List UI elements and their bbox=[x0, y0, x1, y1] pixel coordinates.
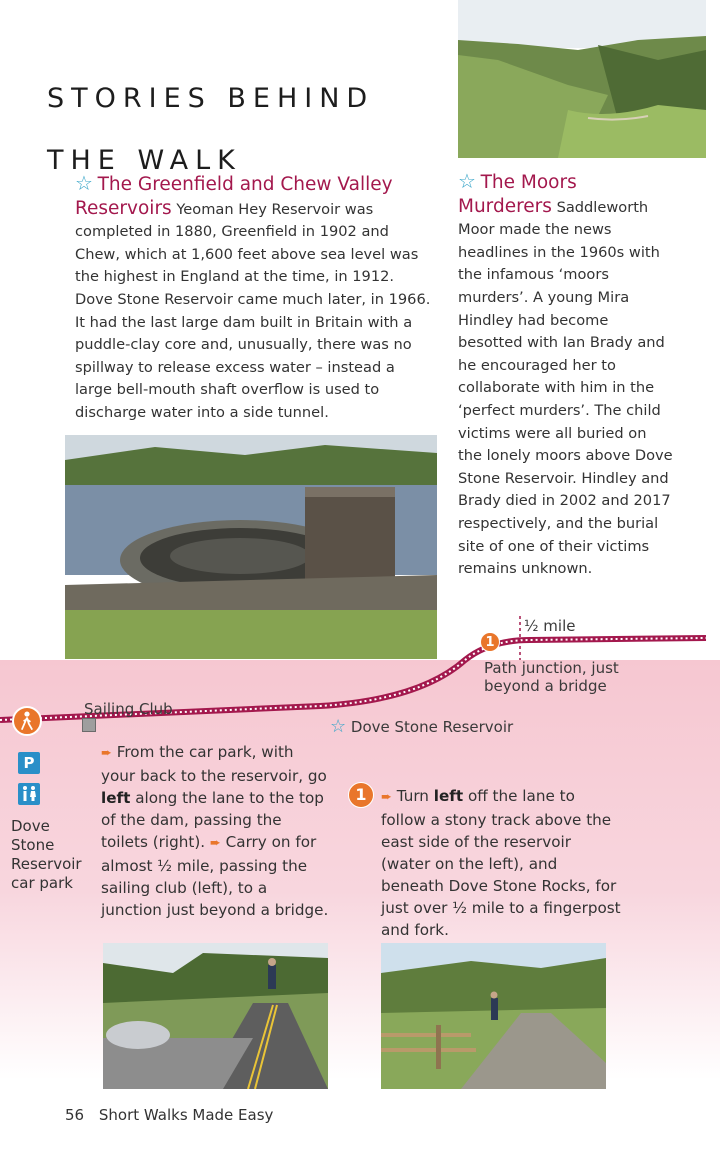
star-icon: ☆ bbox=[330, 716, 347, 737]
start-label-line: Stone bbox=[11, 836, 55, 854]
arrow-right-icon: ➨ bbox=[209, 836, 221, 851]
start-label-line: Reservoir bbox=[11, 855, 82, 873]
start-location-label bbox=[11, 817, 82, 893]
star-icon: ☆ bbox=[458, 169, 476, 193]
instruction-step-start bbox=[101, 741, 331, 921]
story-reservoirs bbox=[75, 172, 435, 425]
instruction-direction: left bbox=[433, 787, 464, 805]
arrow-right-icon: ➨ bbox=[101, 746, 112, 761]
waypoint-1-marker: 1 bbox=[480, 632, 500, 652]
instruction-text: off the lane to follow a stony track above the east side of the reservoir (water on the left), and beneath Dove Stone Rocks, for just over ½ mile to a fingerpost and fork. bbox=[381, 787, 621, 939]
headline-line-1: STORIES BEHIND bbox=[47, 83, 375, 114]
star-icon: ☆ bbox=[75, 171, 93, 195]
instruction-step-1 bbox=[381, 785, 621, 941]
arrow-right-icon: ➨ bbox=[381, 790, 392, 805]
lane-walker-photo bbox=[103, 943, 328, 1089]
instruction-text: along the lane to the top of the dam, passing the toilets (right). bbox=[101, 789, 324, 851]
feature-label: Dove Stone Reservoir bbox=[350, 718, 514, 736]
step-1-marker: 1 bbox=[348, 782, 374, 808]
instruction-direction: left bbox=[101, 789, 131, 807]
story-moors-murderers bbox=[458, 170, 674, 581]
dove-stone-feature bbox=[330, 718, 513, 736]
story-body: Yeoman Hey Reservoir was completed in 1880, Greenfield in 1902 and Chew, which at 1,600 feet above sea level was the highest in England at the time, in 1912. Dove Stone Reservoir came much later, in 1966. It had the last large dam built in Britain with a puddle-clay core and, unusually, there was no spillway to release excess water – instead a large bell-mouth shaft overflow is used to discharge water into a side tunnel. bbox=[75, 200, 431, 421]
parking-icon: P bbox=[18, 752, 40, 774]
distance-label: ½ mile bbox=[524, 617, 576, 635]
page-footer bbox=[65, 1106, 273, 1124]
story-body: Saddleworth Moor made the news headlines in the 1960s with the infamous ‘moors murders’. A young Mira Hindley had become besotted with Ian Brady and he encouraged her to collaborate with him in the ‘perfect murders’. The child victims were all buried on the lonely moors above Dove Stone Reservoir. Hindley and Brady died in 2002 and 2017 respectively, and the burial site of one of their victims remains unknown. bbox=[458, 198, 673, 578]
walker-start-icon bbox=[12, 706, 42, 736]
stony-track-walker-photo bbox=[381, 943, 606, 1089]
bell-mouth-overflow-photo bbox=[65, 435, 437, 659]
waypoint-1-label: Path junction, just beyond a bridge bbox=[484, 659, 619, 695]
sailing-club-label: Sailing Club bbox=[84, 700, 173, 718]
headline-line-2: THE WALK bbox=[47, 145, 242, 176]
instruction-text: From the car park, with your back to the reservoir, go bbox=[101, 743, 327, 785]
sailing-club-icon bbox=[82, 718, 96, 732]
instruction-text: Carry on for almost ½ mile, passing the sailing club (left), to a junction just beyond a bridge. bbox=[101, 833, 329, 919]
start-label-line: Dove bbox=[11, 817, 50, 835]
toilets-icon bbox=[18, 783, 40, 805]
book-title: Short Walks Made Easy bbox=[98, 1106, 274, 1124]
story-title: The Moors Murderers bbox=[458, 172, 577, 217]
instruction-text: Turn bbox=[396, 787, 429, 805]
story-title: The Greenfield and Chew Valley Reservoirs bbox=[75, 174, 393, 219]
page-number: 56 bbox=[65, 1106, 85, 1124]
start-label-line: car park bbox=[11, 874, 73, 892]
moorland-valley-photo bbox=[458, 0, 706, 158]
